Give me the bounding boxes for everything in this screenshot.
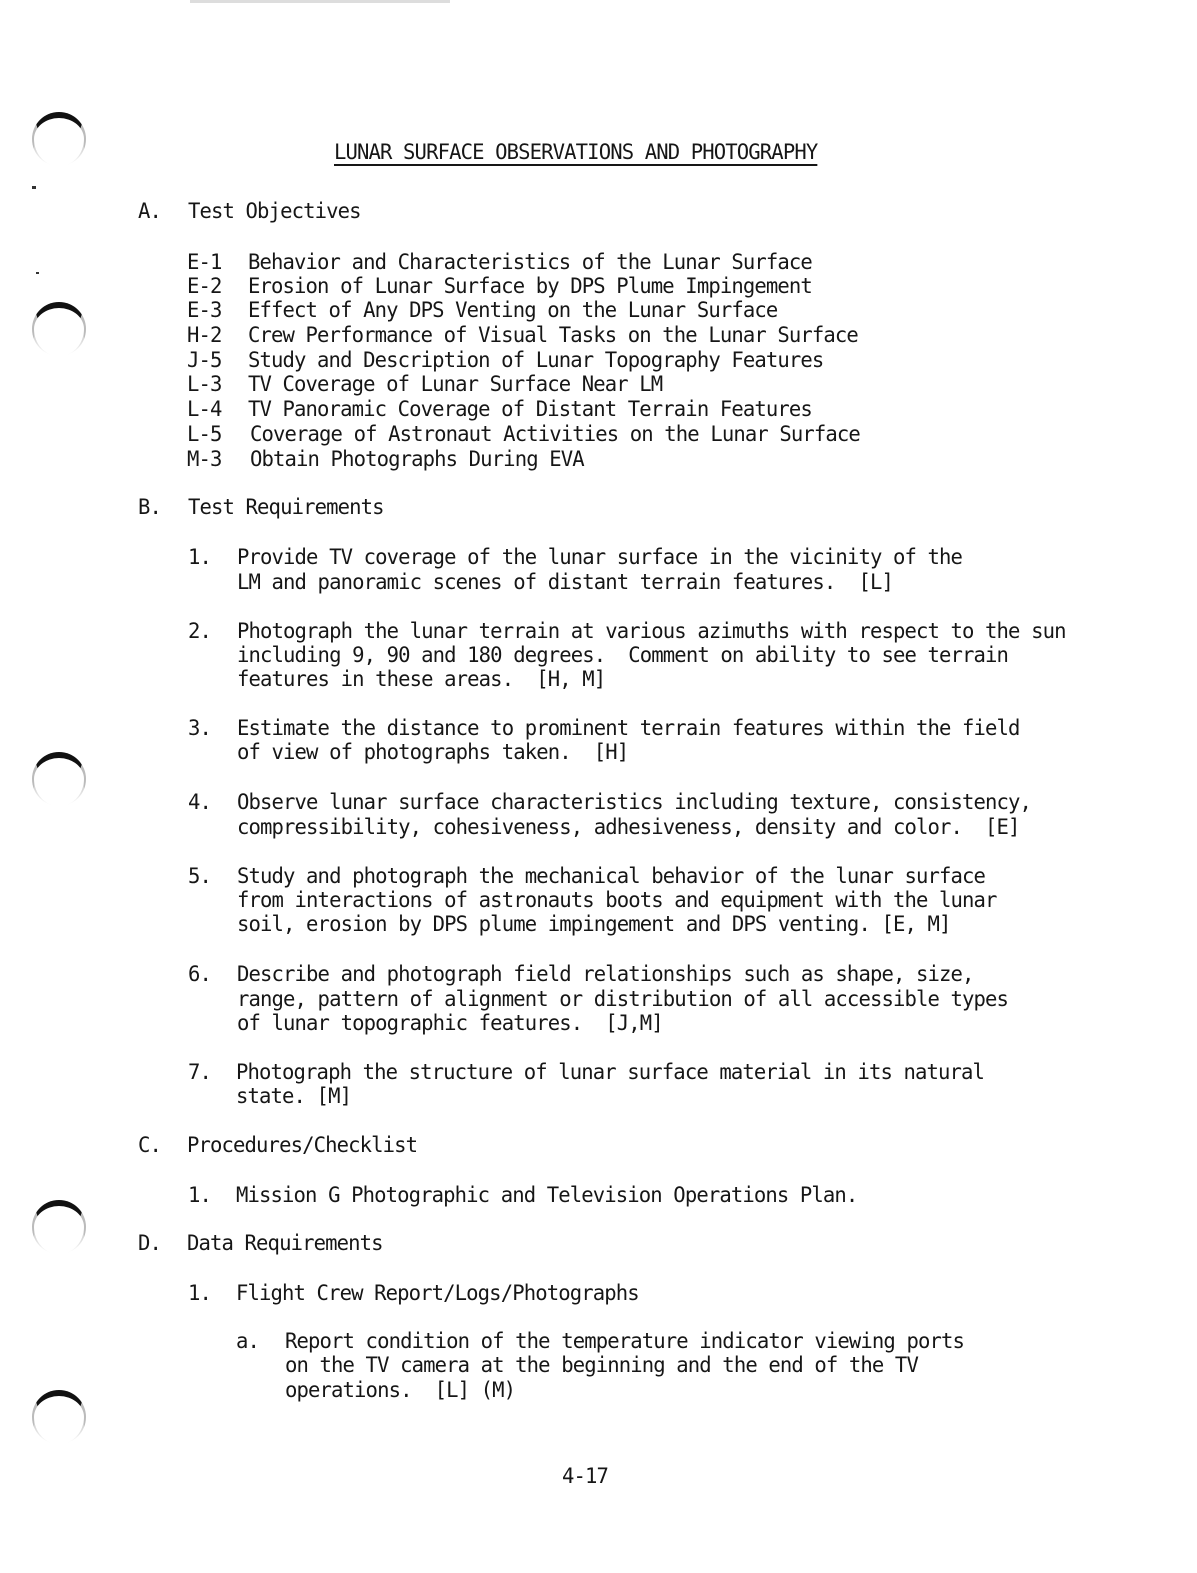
- objective-code: E-1: [187, 250, 222, 274]
- requirement-line: from interactions of astronauts boots and equipment with the lunar: [237, 888, 997, 912]
- objective-code: L-5: [187, 422, 222, 446]
- requirement-number: 7.: [188, 1060, 212, 1084]
- section-a-letter: A.: [138, 199, 162, 223]
- requirement-line: Observe lunar surface characteristics including texture, consistency,: [237, 790, 1032, 814]
- section-c-letter: C.: [138, 1133, 162, 1157]
- requirement-line: Describe and photograph field relationships such as shape, size,: [237, 962, 974, 986]
- requirement-line: Estimate the distance to prominent terrain features within the field: [237, 716, 1020, 740]
- objective-code: J-5: [187, 348, 222, 372]
- requirement-line: range, pattern of alignment or distribution of all accessible types: [237, 987, 1009, 1011]
- scan-artifact: [190, 0, 450, 3]
- objective-code: L-3: [187, 372, 222, 396]
- objective-text: Crew Performance of Visual Tasks on the Lunar Surface: [248, 323, 858, 347]
- requirement-number: 2.: [188, 619, 212, 643]
- requirement-line: soil, erosion by DPS plume impingement and DPS venting. [E, M]: [237, 912, 951, 936]
- objective-text: Effect of Any DPS Venting on the Lunar Surface: [248, 298, 778, 322]
- objective-text: Behavior and Characteristics of the Lunar Surface: [248, 250, 812, 274]
- objective-code: E-2: [187, 274, 222, 298]
- section-a-heading: Test Objectives: [188, 199, 361, 223]
- section-d-heading: Data Requirements: [187, 1231, 383, 1255]
- requirement-line: Provide TV coverage of the lunar surface in the vicinity of the: [237, 545, 963, 569]
- section-b-letter: B.: [138, 495, 162, 519]
- scan-speck: [32, 186, 36, 189]
- objective-text: TV Panoramic Coverage of Distant Terrain Features: [248, 397, 812, 421]
- binder-hole-icon: [32, 1390, 86, 1444]
- requirement-line: Photograph the lunar terrain at various azimuths with respect to the sun: [237, 619, 1066, 643]
- requirement-number: 6.: [188, 962, 212, 986]
- objective-text: Study and Description of Lunar Topography Features: [248, 348, 824, 372]
- requirement-line: of view of photographs taken. [H]: [237, 740, 629, 764]
- objective-text: Erosion of Lunar Surface by DPS Plume Impingement: [248, 274, 812, 298]
- requirement-line: LM and panoramic scenes of distant terrain features. [L]: [237, 570, 893, 594]
- data-requirement-number: 1.: [188, 1281, 212, 1305]
- page-title: LUNAR SURFACE OBSERVATIONS AND PHOTOGRAPHY: [334, 140, 818, 164]
- objective-code: M-3: [187, 447, 222, 471]
- requirement-number: 1.: [188, 545, 212, 569]
- data-subitem-line: operations. [L] (M): [285, 1378, 516, 1402]
- objective-text: Obtain Photographs During EVA: [250, 447, 584, 471]
- requirement-line: Study and photograph the mechanical behavior of the lunar surface: [237, 864, 986, 888]
- requirement-line: including 9, 90 and 180 degrees. Comment on ability to see terrain: [237, 643, 1009, 667]
- procedure-line: Mission G Photographic and Television Operations Plan.: [236, 1183, 858, 1207]
- data-subitem-line: on the TV camera at the beginning and the end of the TV: [285, 1353, 918, 1377]
- requirement-line: Photograph the structure of lunar surface material in its natural: [236, 1060, 985, 1084]
- requirement-line: compressibility, cohesiveness, adhesiveness, density and color. [E]: [237, 815, 1020, 839]
- objective-text: Coverage of Astronaut Activities on the Lunar Surface: [250, 422, 860, 446]
- requirement-line: state. [M]: [236, 1084, 352, 1108]
- binder-hole-icon: [32, 752, 86, 806]
- data-subitem-label: a.: [236, 1329, 260, 1353]
- binder-hole-icon: [32, 112, 86, 166]
- section-b-heading: Test Requirements: [188, 495, 384, 519]
- data-subitem-line: Report condition of the temperature indicator viewing ports: [285, 1329, 964, 1353]
- requirement-line: of lunar topographic features. [J,M]: [237, 1011, 663, 1035]
- data-requirement-line: Flight Crew Report/Logs/Photographs: [236, 1281, 639, 1305]
- binder-hole-icon: [32, 302, 86, 356]
- requirement-number: 5.: [188, 864, 212, 888]
- section-c-heading: Procedures/Checklist: [187, 1133, 418, 1157]
- section-d-letter: D.: [138, 1231, 162, 1255]
- objective-text: TV Coverage of Lunar Surface Near LM: [248, 372, 663, 396]
- binder-hole-icon: [32, 1200, 86, 1254]
- objective-code: H-2: [187, 323, 222, 347]
- objective-code: L-4: [187, 397, 222, 421]
- requirement-number: 3.: [188, 716, 212, 740]
- requirement-line: features in these areas. [H, M]: [237, 667, 606, 691]
- page-number: 4-17: [562, 1464, 609, 1488]
- requirement-number: 4.: [188, 790, 212, 814]
- scan-speck: [36, 272, 39, 274]
- objective-code: E-3: [187, 298, 222, 322]
- procedure-number: 1.: [188, 1183, 212, 1207]
